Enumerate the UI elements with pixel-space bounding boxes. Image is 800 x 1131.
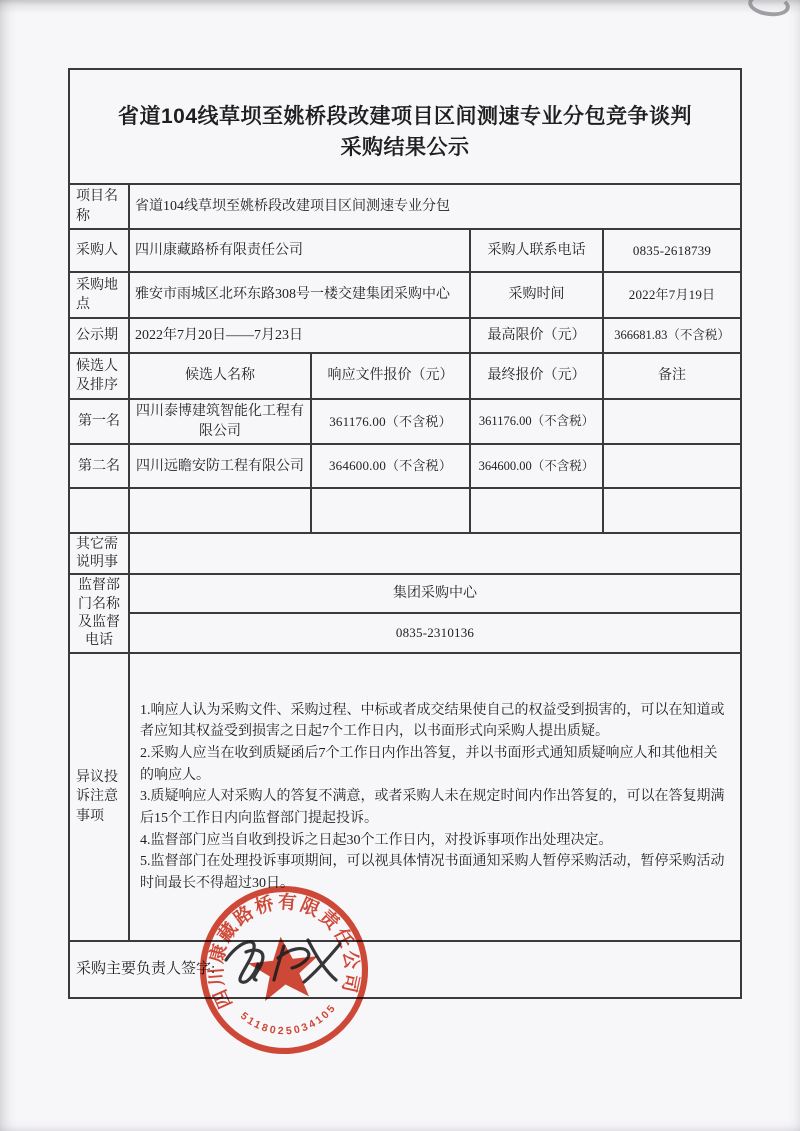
objection-label: 异议投诉注意事项 <box>69 653 129 941</box>
publicity-period-value: 2022年7月20日——7月23日 <box>129 318 470 353</box>
document-title-line2: 采购结果公示 <box>340 135 470 159</box>
candidates-final-price-header: 最终报价（元） <box>470 353 603 399</box>
project-name-row <box>69 184 741 229</box>
purchase-time-value: 2022年7月19日 <box>603 272 741 318</box>
supervision-label: 监督部门名称及监督电话 <box>69 574 129 653</box>
document-title-line1: 省道104线草坝至姚桥段改建项目区间测速专业分包竞争谈判 <box>117 105 693 129</box>
max-price-value: 366681.83（不含税） <box>603 318 741 353</box>
other-notes-row <box>69 533 741 574</box>
seal-registration-number: 5118025034105 <box>237 1001 340 1038</box>
candidate-3-final-price <box>470 488 603 533</box>
candidate-1-remark <box>603 399 741 444</box>
location-row <box>69 272 741 318</box>
signature-cell <box>69 941 741 998</box>
other-notes-value <box>129 533 741 574</box>
supervision-department-value: 集团采购中心 <box>129 574 741 612</box>
candidate-row-empty <box>69 488 741 533</box>
candidate-2-name: 四川远瞻安防工程有限公司 <box>129 444 311 488</box>
candidates-response-price-header: 响应文件报价（元） <box>311 353 470 399</box>
supervision-phone-value: 0835-2310136 <box>129 613 741 653</box>
location-value: 雅安市雨城区北环东路308号一楼交建集团采购中心 <box>129 272 470 318</box>
objection-item: 2.采购人应当在收到质疑函后7个工作日内作出答复，并以书面形式通知质疑响应人和其他相关的响应人。 <box>140 745 718 783</box>
candidate-row-2 <box>69 444 741 488</box>
objection-item: 5.监督部门在处理投诉事项期间，可以视具体情况书面通知采购人暂停采购活动，暂停采购活动时间最长不得超过30日。 <box>140 854 725 892</box>
max-price-label: 最高限价（元） <box>470 318 603 353</box>
objection-item: 1.响应人认为采购文件、采购过程、中标或者成交结果使自己的权益受到损害的，可以在知道或者应知其权益受到损害之日起7个工作日内，以书面形式向采购人提出质疑。 <box>140 702 725 740</box>
candidate-1-name: 四川泰博建筑智能化工程有限公司 <box>129 399 311 444</box>
project-name-value: 省道104线草坝至姚桥段改建项目区间测速专业分包 <box>129 184 741 229</box>
candidate-1-final-price: 361176.00（不含税） <box>470 399 603 444</box>
location-label: 采购地点 <box>69 272 129 318</box>
scan-corner-mark <box>747 0 792 19</box>
signature-row <box>69 941 741 998</box>
seal-company-name: 四川康藏路桥有限责任公司 <box>204 890 364 1012</box>
candidate-3-name <box>129 488 311 533</box>
purchaser-label: 采购人 <box>69 229 129 272</box>
candidate-row-1 <box>69 399 741 444</box>
objection-item: 3.质疑响应人对采购人的答复不满意，或者采购人未在规定时间内作出答复的，可以在答复期满后15个工作日内向监督部门提起投诉。 <box>140 789 725 826</box>
candidate-1-rank: 第一名 <box>69 399 129 444</box>
handwritten-signature <box>212 922 362 1002</box>
title-row <box>69 69 741 184</box>
candidate-2-rank: 第二名 <box>69 444 129 488</box>
supervision-department-row <box>69 574 741 612</box>
candidates-name-header: 候选人名称 <box>129 353 311 399</box>
purchaser-value: 四川康藏路桥有限责任公司 <box>129 229 470 272</box>
publicity-period-row <box>69 318 741 353</box>
objection-item: 4.监督部门应当自收到投诉之日起30个工作日内，对投诉事项作出处理决定。 <box>140 832 613 848</box>
purchase-time-label: 采购时间 <box>470 272 603 318</box>
candidate-2-final-price: 364600.00（不含税） <box>470 444 603 488</box>
scan-top-edge <box>0 0 800 14</box>
procurement-result-table <box>68 68 742 999</box>
document-title <box>69 69 741 184</box>
purchaser-row <box>69 229 741 272</box>
objection-row <box>69 653 741 941</box>
candidate-3-rank <box>69 488 129 533</box>
purchaser-phone-value: 0835-2618739 <box>603 229 741 272</box>
candidate-3-remark <box>603 488 741 533</box>
other-notes-label: 其它需说明事 <box>69 533 129 574</box>
publicity-period-label: 公示期 <box>69 318 129 353</box>
candidate-1-response-price: 361176.00（不含税） <box>311 399 470 444</box>
supervision-phone-row <box>69 613 741 653</box>
project-name-label: 项目名称 <box>69 184 129 229</box>
candidate-3-response-price <box>311 488 470 533</box>
candidates-header-row <box>69 353 741 399</box>
candidate-2-response-price: 364600.00（不含税） <box>311 444 470 488</box>
candidates-rank-header: 候选人及排序 <box>69 353 129 399</box>
candidates-remark-header: 备注 <box>603 353 741 399</box>
candidate-2-remark <box>603 444 741 488</box>
signature-label: 采购主要负责人签字: <box>76 961 216 978</box>
purchaser-phone-label: 采购人联系电话 <box>470 229 603 272</box>
